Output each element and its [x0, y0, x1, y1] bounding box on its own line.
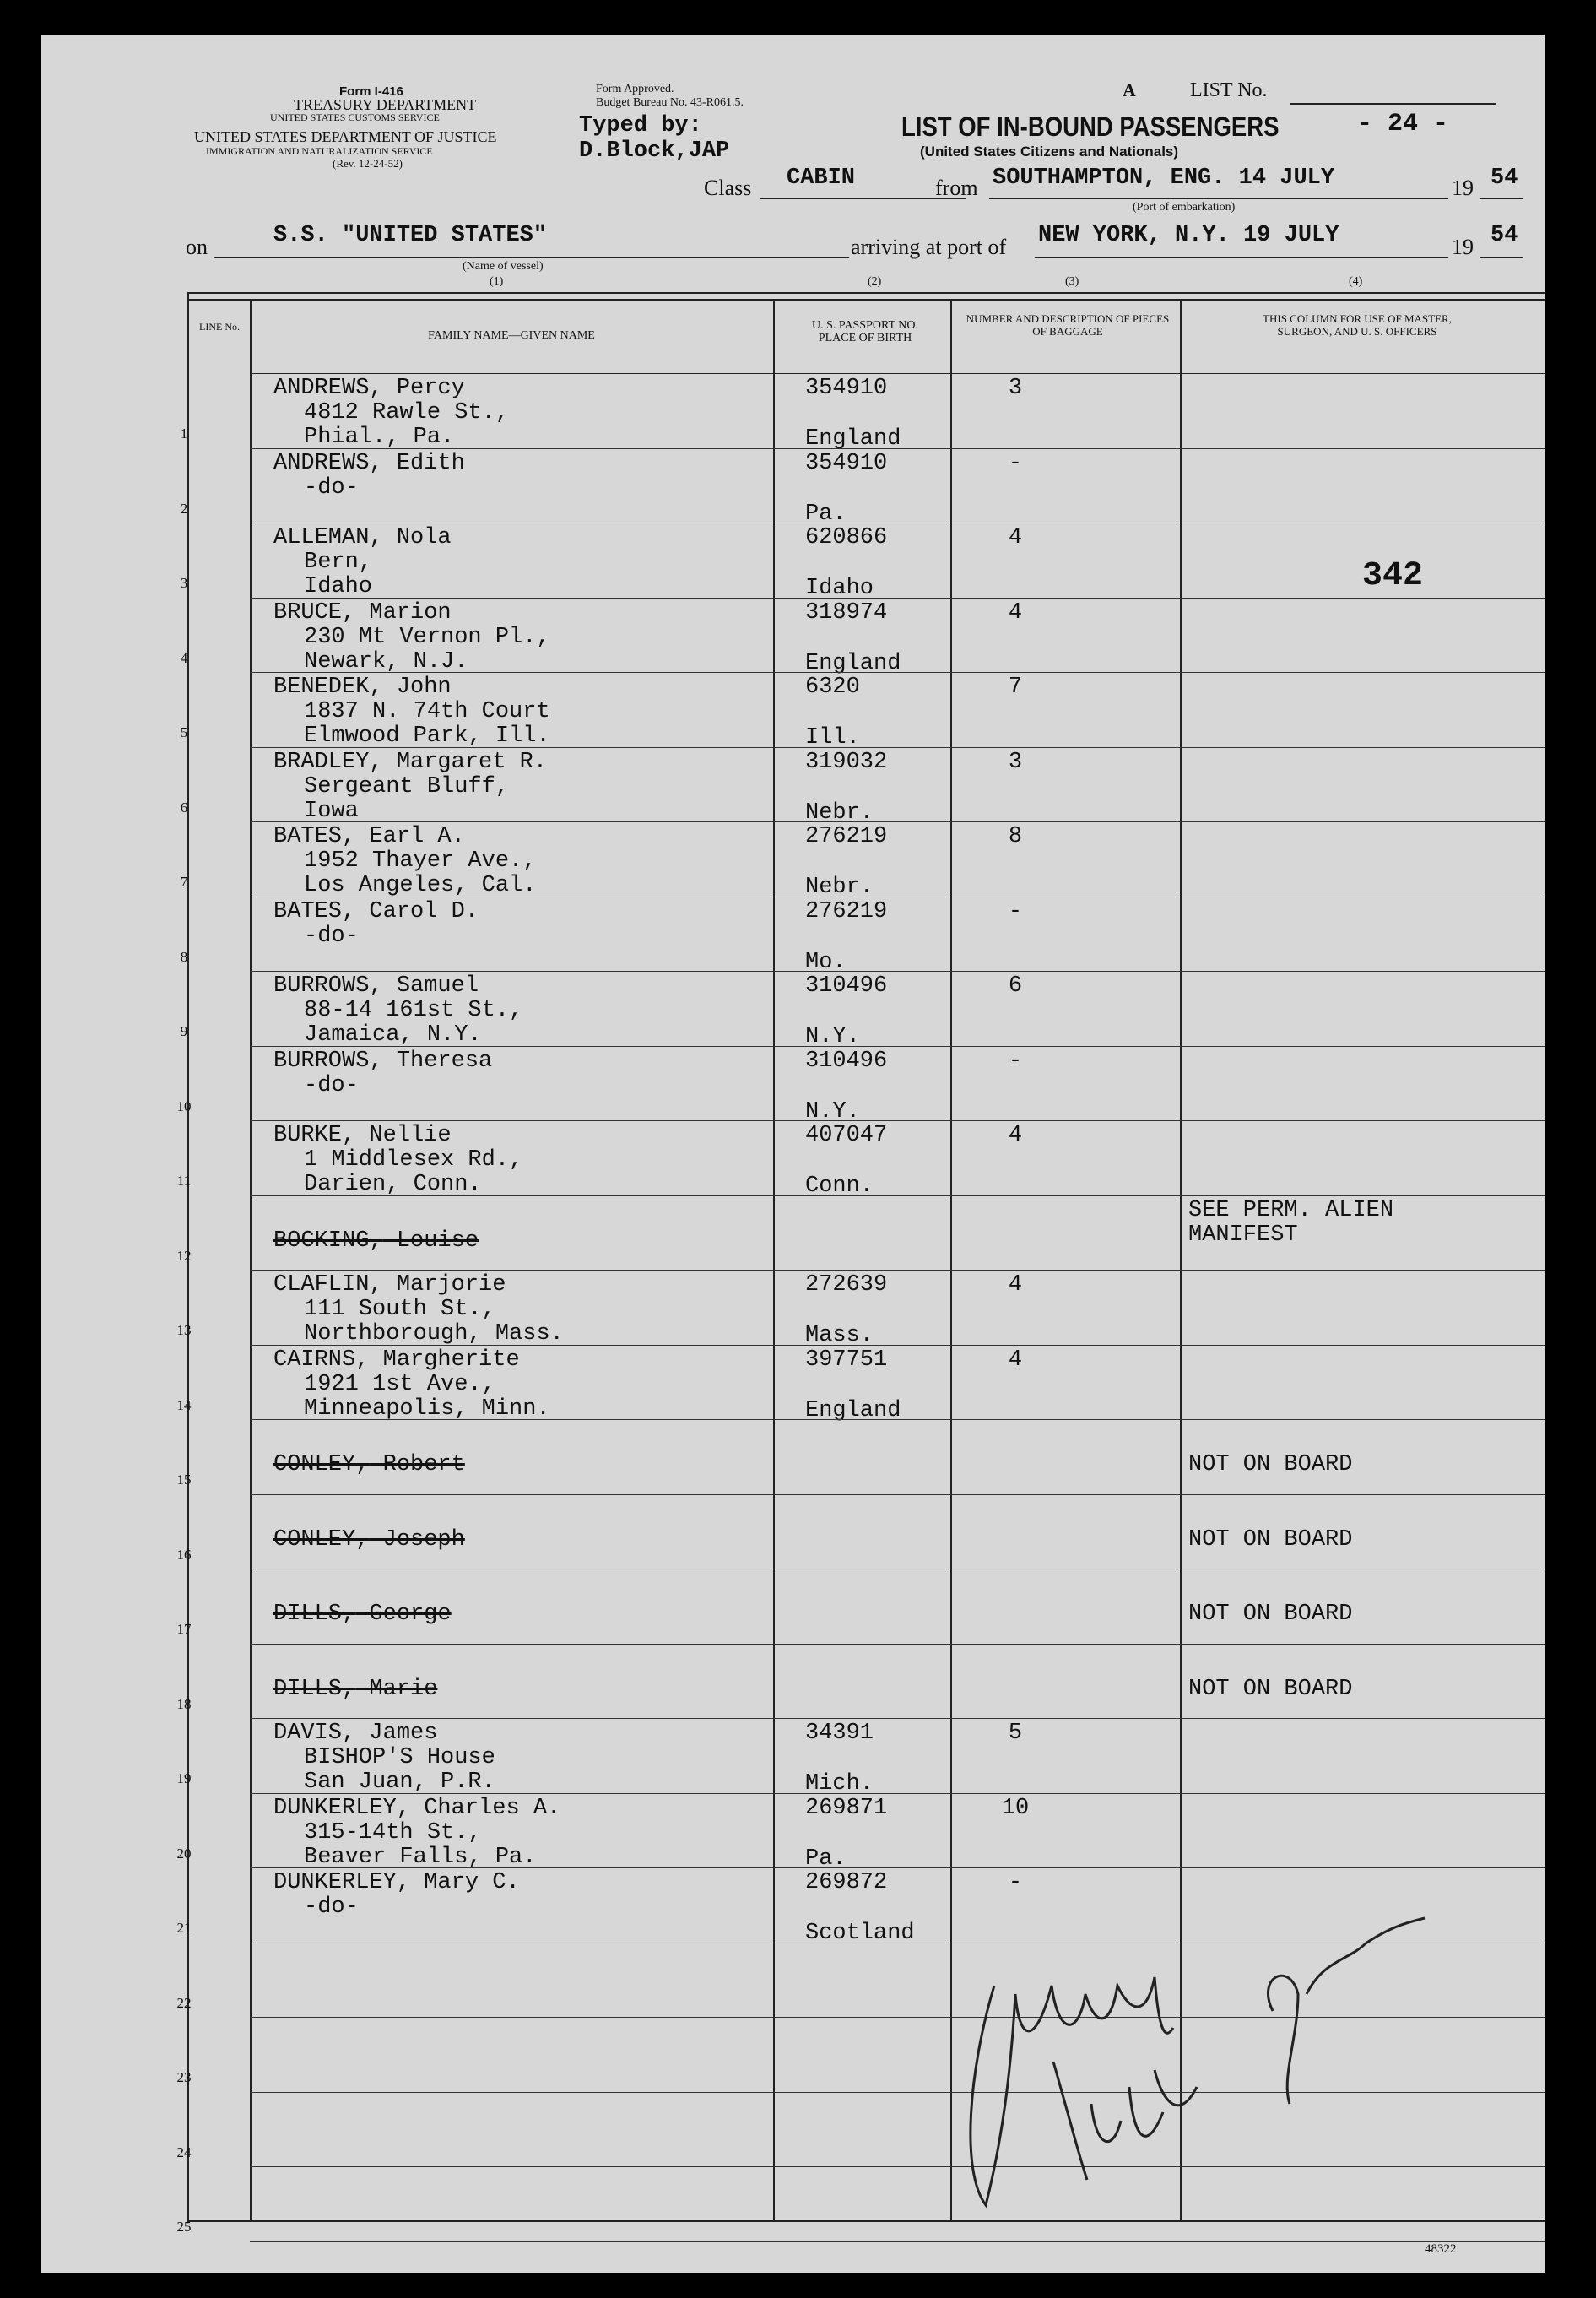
baggage-count: 4	[1008, 1347, 1023, 1373]
place-of-birth: Scotland	[805, 1921, 915, 1946]
family-given-name: BOCKING,	[273, 1228, 383, 1254]
col-header-officers: THIS COLUMN FOR USE OF MASTER, SURGEON, AND U. S. OFFICERS	[1263, 312, 1452, 338]
given-name-struck: Robert	[369, 1452, 465, 1477]
line-number: 22	[176, 1994, 192, 2011]
baggage-count: -	[1008, 898, 1023, 924]
family-given-name: DAVIS, James	[273, 1721, 438, 1746]
line-number: 16	[176, 1546, 192, 1563]
line-number: 17	[176, 1621, 192, 1637]
line-number: 23	[176, 2069, 192, 2085]
revision-date: (Rev. 12-24-52)	[333, 157, 403, 170]
line-number: 9	[180, 1023, 188, 1039]
passenger-address: 1837 N. 74th Court Elmwood Park, Ill.	[304, 699, 550, 749]
officer-remark: SEE PERM. ALIEN MANIFEST	[1188, 1197, 1394, 1248]
family-given-name: CAIRNS, Margherite	[273, 1347, 520, 1373]
family-given-name: BURROWS, Theresa	[273, 1048, 493, 1074]
line-number: 18	[176, 1695, 192, 1712]
place-of-birth: England	[805, 650, 901, 676]
passenger-name	[273, 1453, 465, 1477]
department-name: TREASURY DEPARTMENT	[294, 96, 477, 113]
table-row	[41, 1046, 1545, 1125]
passenger-address: -do-	[304, 923, 359, 949]
document-subtitle: (United States Citizens and Nationals)	[920, 144, 1179, 160]
passenger-name	[273, 1602, 452, 1627]
passport-number: 310496	[805, 1048, 888, 1074]
place-of-birth: Mo.	[805, 949, 847, 975]
baggage-count: 3	[1008, 749, 1023, 775]
line-number: 13	[176, 1322, 192, 1338]
page-stamp-number: 342	[1362, 557, 1424, 595]
from-label: from	[935, 176, 978, 200]
line-number: 20	[176, 1845, 192, 1862]
place-of-birth: Nebr.	[805, 875, 874, 900]
place-of-birth: England	[805, 1397, 901, 1423]
passenger-name	[273, 825, 536, 898]
passport-number: 354910	[805, 376, 888, 401]
manifest-page	[41, 35, 1545, 2273]
line-number: 3	[180, 575, 188, 591]
arriving-label: arriving at port of	[851, 235, 1007, 259]
place-of-birth: N.Y.	[805, 1024, 860, 1049]
vessel-name-label: (Name of vessel)	[463, 260, 544, 273]
family-given-name: BENEDEK, John	[273, 675, 452, 700]
passenger-name	[273, 526, 452, 599]
passenger-address: 4812 Rawle St., Phial., Pa.	[304, 400, 510, 450]
col-header-passport: U. S. PASSPORT NO. PLACE OF BIRTH	[812, 319, 918, 344]
place-of-birth: Ill.	[805, 725, 860, 751]
family-given-name: ALLEMAN, Nola	[273, 525, 452, 550]
form-number: Form I-416	[339, 84, 403, 99]
line-number: 12	[176, 1247, 192, 1264]
typed-by-value: D.Block,JAP	[579, 138, 730, 164]
passenger-name	[273, 1049, 492, 1098]
passenger-address: -do-	[304, 1072, 359, 1098]
table-row	[41, 598, 1545, 676]
table-row	[41, 747, 1545, 826]
col-header-line-no: LINE No.	[199, 321, 240, 333]
family-given-name: BATES, Carol D.	[273, 898, 479, 924]
passenger-name	[273, 1348, 550, 1422]
family-given-name: ANDREWS, Edith	[273, 450, 465, 476]
table-row	[41, 897, 1545, 975]
passport-number: 407047	[805, 1123, 888, 1148]
passport-number: 397751	[805, 1347, 888, 1373]
passenger-name	[273, 1528, 465, 1553]
passport-number: 272639	[805, 1272, 888, 1298]
family-given-name: BURROWS, Samuel	[273, 973, 479, 999]
line-number: 2	[180, 500, 188, 517]
family-given-name: CLAFLIN, Marjorie	[273, 1272, 506, 1298]
table-row	[41, 821, 1545, 900]
passenger-address: -do-	[304, 474, 359, 501]
inspector-signature	[952, 1901, 1222, 2222]
ins-service: IMMIGRATION AND NATURALIZATION SERVICE	[206, 145, 433, 157]
table-row	[41, 672, 1545, 751]
passenger-address: 1921 1st Ave., Minneapolis, Minn.	[304, 1371, 550, 1422]
baggage-count: 8	[1008, 824, 1023, 849]
passenger-address: 315-14th St., Beaver Falls, Pa.	[304, 1819, 537, 1870]
passenger-name	[273, 1721, 495, 1795]
table-row	[41, 2166, 1545, 2241]
year-value: 54	[1491, 165, 1518, 191]
family-given-name: DILLS,	[273, 1602, 356, 1627]
given-name-struck: George	[355, 1602, 452, 1627]
passenger-name	[273, 1124, 522, 1197]
officer-remark: NOT ON BOARD	[1188, 1452, 1353, 1477]
baggage-count: -	[1008, 1870, 1023, 1895]
family-given-name: BURKE, Nellie	[273, 1123, 452, 1148]
officer-remark: NOT ON BOARD	[1188, 1526, 1353, 1553]
passenger-address: Sergeant Bluff, Iowa	[304, 773, 510, 824]
table-row	[41, 1270, 1545, 1348]
baggage-count: 10	[1001, 1795, 1030, 1821]
table-row	[41, 1569, 1545, 1644]
passenger-address: -do-	[304, 1894, 359, 1920]
family-given-name: DILLS,	[273, 1676, 356, 1702]
passenger-address: 230 Mt Vernon Pl., Newark, N.J.	[304, 624, 550, 675]
passenger-name	[273, 1273, 564, 1347]
table-row	[41, 523, 1545, 601]
arrival-port-value: NEW YORK, N.Y. 19 JULY	[1038, 223, 1339, 248]
passenger-name	[273, 601, 550, 675]
table-row	[41, 1793, 1545, 1872]
baggage-count: 3	[1008, 376, 1023, 401]
table-row	[41, 373, 1545, 452]
line-number: 19	[176, 1770, 192, 1786]
table-row	[41, 448, 1545, 527]
baggage-count: -	[1008, 1048, 1023, 1074]
passport-number: 34391	[805, 1721, 874, 1746]
passenger-name	[273, 1871, 520, 1920]
given-name-struck: Louise	[382, 1228, 479, 1254]
vessel-name: S.S. "UNITED STATES"	[273, 223, 548, 248]
baggage-count: 4	[1008, 1272, 1023, 1298]
passport-number: 269872	[805, 1870, 888, 1895]
passport-number: 318974	[805, 599, 888, 626]
place-of-birth: Nebr.	[805, 799, 874, 826]
place-of-birth: Conn.	[805, 1173, 874, 1199]
document-title: LIST OF IN-BOUND PASSENGERS	[901, 111, 1280, 142]
passenger-address: 1 Middlesex Rd., Darien, Conn.	[304, 1147, 523, 1197]
family-given-name: DUNKERLEY, Charles A.	[273, 1795, 561, 1821]
table-row	[41, 1494, 1545, 1569]
passenger-address: Bern, Idaho	[304, 550, 373, 599]
line-number: 21	[176, 1920, 192, 1936]
passenger-name	[273, 1229, 479, 1254]
passenger-name	[273, 452, 465, 501]
passport-number: 310496	[805, 973, 888, 999]
passenger-name	[273, 377, 509, 450]
col-header-name: FAMILY NAME—GIVEN NAME	[428, 329, 595, 342]
baggage-count: 6	[1008, 973, 1023, 999]
col-header-baggage: NUMBER AND DESCRIPTION OF PIECES OF BAGGAGE	[966, 312, 1170, 338]
family-given-name: CONLEY,	[273, 1452, 370, 1477]
col-number-3: (3)	[1065, 275, 1079, 288]
col-number-1: (1)	[490, 275, 504, 288]
line-number: 7	[180, 874, 188, 890]
family-given-name: BRUCE, Marion	[273, 599, 452, 626]
officer-initials	[1239, 1910, 1442, 2121]
passport-number: 319032	[805, 749, 888, 775]
place-of-birth: England	[805, 426, 901, 452]
place-of-birth: Mass.	[805, 1323, 874, 1348]
table-row	[41, 1195, 1545, 1271]
passport-number: 269871	[805, 1795, 888, 1821]
passenger-name	[273, 1797, 560, 1870]
list-prefix: A	[1123, 79, 1136, 100]
passenger-name	[273, 974, 522, 1048]
line-number: 11	[176, 1173, 192, 1189]
line-number: 25	[176, 2219, 192, 2235]
class-value: CABIN	[787, 165, 856, 191]
line-number: 15	[176, 1471, 192, 1488]
family-given-name: CONLEY,	[273, 1526, 370, 1553]
baggage-count: -	[1008, 450, 1023, 476]
passenger-address: 1952 Thayer Ave., Los Angeles, Cal.	[304, 848, 537, 898]
passenger-name	[273, 1677, 437, 1702]
family-given-name: BRADLEY, Margaret R.	[273, 749, 548, 775]
arrival-year-prefix: 19	[1452, 235, 1474, 259]
officer-remark: NOT ON BOARD	[1188, 1602, 1353, 1627]
given-name-struck: Marie	[355, 1676, 438, 1702]
family-given-name: DUNKERLEY, Mary C.	[273, 1870, 520, 1895]
embarkation-value: SOUTHAMPTON, ENG. 14 JULY	[993, 165, 1335, 191]
col-number-2: (2)	[868, 275, 882, 288]
place-of-birth: Pa.	[805, 1845, 847, 1872]
family-given-name: ANDREWS, Percy	[273, 376, 465, 401]
given-name-struck: Joseph	[369, 1526, 465, 1553]
year-prefix: 19	[1452, 176, 1474, 200]
passport-number: 354910	[805, 450, 888, 476]
baggage-count: 5	[1008, 1721, 1023, 1746]
customs-service: UNITED STATES CUSTOMS SERVICE	[270, 111, 440, 123]
arrival-year-value: 54	[1491, 223, 1518, 248]
place-of-birth: Mich.	[805, 1771, 874, 1797]
line-number: 8	[180, 948, 188, 965]
passport-number: 620866	[805, 525, 888, 550]
baggage-count: 4	[1008, 599, 1023, 626]
line-number: 1	[180, 425, 188, 442]
line-number: 24	[176, 2144, 192, 2160]
place-of-birth: N.Y.	[805, 1098, 860, 1125]
passenger-address: BISHOP'S House San Juan, P.R.	[304, 1745, 495, 1795]
col-number-4: (4)	[1349, 275, 1363, 288]
passport-number: 276219	[805, 898, 888, 924]
line-number: 4	[180, 649, 188, 666]
baggage-count: 7	[1008, 675, 1023, 700]
list-number: - 24 -	[1357, 110, 1449, 138]
baggage-count: 4	[1008, 1123, 1023, 1148]
passenger-name	[273, 675, 550, 749]
typed-by-label: Typed by:	[579, 113, 702, 138]
passport-number: 276219	[805, 824, 888, 849]
table-row	[41, 971, 1545, 1049]
list-label: LIST No.	[1190, 79, 1268, 101]
table-row	[41, 1419, 1545, 1494]
place-of-birth: Idaho	[805, 576, 874, 601]
place-of-birth: Pa.	[805, 501, 847, 527]
table-row	[41, 1644, 1545, 1719]
baggage-count: 4	[1008, 525, 1023, 550]
line-number: 5	[180, 724, 188, 740]
table-row	[41, 1345, 1545, 1423]
line-number: 14	[176, 1396, 192, 1413]
family-given-name: BATES, Earl A.	[273, 824, 465, 849]
line-number: 10	[176, 1098, 192, 1114]
passenger-name	[273, 751, 547, 824]
footer-number: 48322	[1425, 2242, 1457, 2256]
officer-remark: NOT ON BOARD	[1188, 1676, 1353, 1702]
passport-number: 6320	[805, 675, 860, 700]
table-row	[41, 1718, 1545, 1797]
budget-bureau: Budget Bureau No. 43-R061.5.	[596, 96, 744, 109]
port-embarkation-label: (Port of embarkation)	[1133, 201, 1236, 214]
passenger-name	[273, 900, 479, 949]
justice-department: UNITED STATES DEPARTMENT OF JUSTICE	[194, 128, 497, 145]
class-label: Class	[704, 176, 752, 200]
table-row	[41, 1120, 1545, 1199]
passenger-address: 88-14 161st St., Jamaica, N.Y.	[304, 998, 523, 1048]
line-number: 6	[180, 799, 188, 816]
passenger-address: 111 South St., Northborough, Mass.	[304, 1297, 564, 1347]
on-label: on	[186, 235, 208, 259]
form-approved: Form Approved.	[596, 83, 674, 95]
